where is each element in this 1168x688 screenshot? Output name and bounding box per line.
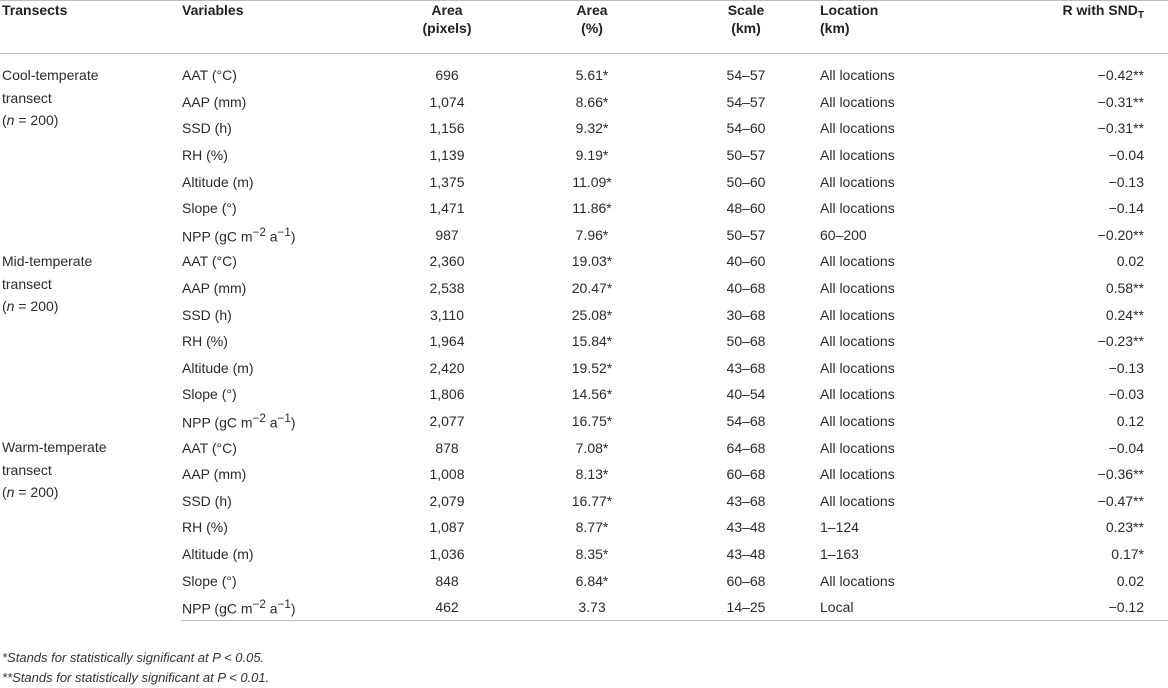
variable-cell: Slope (°) [182,200,237,217]
area-percent-cell: 16.77* [571,492,613,509]
variable-cell: SSD (h) [182,120,232,137]
scale-cell: 50–57 [726,226,766,243]
r-value-cell: −0.13 [1108,359,1144,376]
footnote-1: *Stands for statistically significant at P < 0.05. [2,650,265,665]
r-value-cell: 0.24** [1105,306,1144,323]
area-pixels-cell: 1,806 [429,386,465,403]
transect-cell: Cool-temperate transect (n = 200) [2,67,99,128]
location-cell: All locations [820,413,895,430]
header-location: Location (km) [820,1,990,54]
area-pixels-cell: 1,139 [429,147,465,164]
r-value-cell: 0.17* [1111,545,1144,562]
area-percent-cell: 19.03* [571,253,613,270]
scale-cell: 43–48 [726,519,766,536]
scale-cell: 54–60 [726,120,766,137]
transect-cell: Warm-temperate transect (n = 200) [2,439,107,501]
area-pixels-cell: 696 [435,67,459,84]
header-row [0,1,1168,54]
area-pixels-cell: 1,074 [429,93,465,110]
variable-cell: NPP (gC $m^{-2}$ $a^{-1}$) [182,594,382,621]
r-value-cell: −0.12 [990,594,1168,621]
area-percent-cell: 5.61* [575,67,609,84]
location-cell: All locations [820,280,895,297]
r-value-cell: 0.12 [1116,413,1144,430]
location-cell: All locations [820,253,895,270]
area-pixels-cell: 1,964 [429,333,465,350]
spacer-cell [0,54,1168,63]
area-percent-cell: 11.86* [572,200,612,217]
r-value-cell: 0.58** [1105,280,1144,297]
area-percent-cell: 11.09* [572,173,612,190]
variable-cell: AAT (°C) [182,67,237,84]
scale-cell: 54–68 [726,413,766,430]
area-pixels-cell: 2,420 [429,359,465,376]
area-percent-cell: 25.08* [571,306,613,323]
r-value-cell: −0.31** [1097,93,1144,110]
location-cell: All locations [820,120,895,137]
scale-cell: 54–57 [726,93,766,110]
variable-cell: AAT (°C) [182,439,237,456]
area-percent-cell: 14.56* [571,386,613,403]
r-value-cell: −0.13 [1108,173,1144,190]
area-pixels-cell: 2,538 [429,280,465,297]
scale-cell: 30–68 [726,306,766,323]
area-pixels-cell: 1,036 [429,545,465,562]
variable-cell: SSD (h) [182,492,232,509]
location-cell: All locations [820,359,895,376]
area-pixels-cell: 1,156 [429,120,465,137]
r-value-cell: −0.36** [1097,466,1144,483]
area-percent-cell: 19.52* [571,359,613,376]
r-value-cell: 0.23** [1105,519,1144,536]
location-cell: All locations [820,439,895,456]
area-percent-cell: 15.84* [571,333,613,350]
table-row [0,434,1168,461]
r-value-cell: −0.04 [1108,147,1144,164]
header-area-pixels: Area (pixels) [382,1,512,54]
area-pixels-cell: 987 [435,226,459,243]
spacer-row [0,54,1168,63]
area-percent-cell: 16.75* [571,413,613,430]
area-percent-cell: 8.77* [575,519,609,536]
variable-cell: AAP (mm) [182,280,247,297]
scale-cell: 50–68 [726,333,766,350]
location-cell: All locations [820,173,895,190]
r-value-cell: −0.14 [1108,200,1144,217]
scale-cell: 60–68 [726,466,766,483]
scale-cell: 54–57 [726,67,766,84]
r-value-cell: −0.04 [1108,439,1144,456]
variable-cell: AAP (mm) [182,93,247,110]
variable-cell: SSD (h) [182,306,232,323]
area-pixels-cell: 1,375 [429,173,465,190]
r-value-cell: −0.42** [1097,67,1144,84]
transect-cell: Mid-temperate transect (n = 200) [2,253,93,315]
area-pixels-cell: 2,079 [429,492,465,509]
r-value-cell: −0.20** [1097,226,1144,243]
r-value-cell: 0.02 [1116,572,1144,589]
area-percent-cell: 6.84* [575,572,609,589]
variable-cell: Altitude (m) [182,173,254,190]
variable-cell: Slope (°) [182,572,237,589]
table-row [0,248,1168,275]
scale-cell: 14–25 [672,594,820,621]
r-value-cell: −0.47** [1097,492,1144,509]
r-value-cell: −0.23** [1097,333,1144,350]
variable-cell: Altitude (m) [182,359,254,376]
variable-cell: Altitude (m) [182,545,254,562]
header-r-with-snd: R with $SND_T$ [990,1,1168,54]
location-cell: All locations [820,93,895,110]
area-percent-cell: 8.35* [575,545,609,562]
variable-cell: RH (%) [182,519,228,536]
variable-cell: Slope (°) [182,386,237,403]
scale-cell: 64–68 [726,439,766,456]
location-cell: All locations [820,572,895,589]
scale-cell: 43–68 [726,359,766,376]
variable-cell: NPP (gC $m^{-2}$ $a^{-1}$) [182,411,296,431]
scale-cell: 50–60 [726,173,766,190]
area-pixels-cell: 2,360 [429,253,465,270]
area-pixels-cell: 462 [382,594,512,621]
area-percent-cell: 9.19* [575,147,609,164]
area-percent-cell: 9.32* [575,120,609,137]
location-cell: 60–200 [820,226,867,243]
area-percent-cell: 8.66* [575,93,609,110]
header-area-percent: Area (%) [512,1,672,54]
area-percent-cell: 7.96* [575,226,609,243]
area-pixels-cell: 2,077 [429,413,465,430]
scale-cell: 50–57 [726,147,766,164]
area-percent-cell: 20.47* [571,280,613,297]
header-transects: Transects [0,1,182,54]
variable-cell: AAP (mm) [182,466,247,483]
table-body [0,54,1168,621]
r-value-cell: 0.02 [1116,253,1144,270]
area-percent-cell: 3.73 [512,594,672,621]
scale-cell: 40–54 [726,386,766,403]
scale-cell: 40–68 [726,280,766,297]
r-value-cell: −0.31** [1097,120,1144,137]
location-cell: All locations [820,306,895,323]
area-pixels-cell: 3,110 [430,306,464,323]
location-cell: All locations [820,333,895,350]
area-percent-cell: 8.13* [575,466,609,483]
scale-cell: 48–60 [726,200,766,217]
variable-cell: AAT (°C) [182,253,237,270]
variable-cell: RH (%) [182,333,228,350]
area-percent-cell: 7.08* [575,439,609,456]
location-cell: All locations [820,67,895,84]
variable-cell: RH (%) [182,147,228,164]
location-cell: 1–163 [820,545,859,562]
scale-cell: 43–68 [726,492,766,509]
location-cell: 1–124 [820,519,859,536]
area-pixels-cell: 1,087 [429,519,465,536]
footnote-2: **Stands for statistically significant at P < 0.01. [2,670,270,685]
location-cell: All locations [820,386,895,403]
r-value-cell: −0.03 [1108,386,1144,403]
location-cell: All locations [820,492,895,509]
location-cell: All locations [820,466,895,483]
area-pixels-cell: 878 [435,439,459,456]
table-row [0,62,1168,89]
area-pixels-cell: 1,471 [429,200,465,217]
header-scale: Scale (km) [672,1,820,54]
location-cell: All locations [820,200,895,217]
scale-cell: 40–60 [726,253,766,270]
header-variables: Variables [182,1,382,54]
area-pixels-cell: 848 [435,572,459,589]
area-pixels-cell: 1,008 [429,466,465,483]
location-cell: All locations [820,147,895,164]
variable-cell: NPP (gC $m^{-2}$ $a^{-1}$) [182,225,296,245]
location-cell: Local [820,594,990,621]
scale-cell: 60–68 [726,572,766,589]
scale-cell: 43–48 [726,545,766,562]
footnotes [2,648,269,688]
